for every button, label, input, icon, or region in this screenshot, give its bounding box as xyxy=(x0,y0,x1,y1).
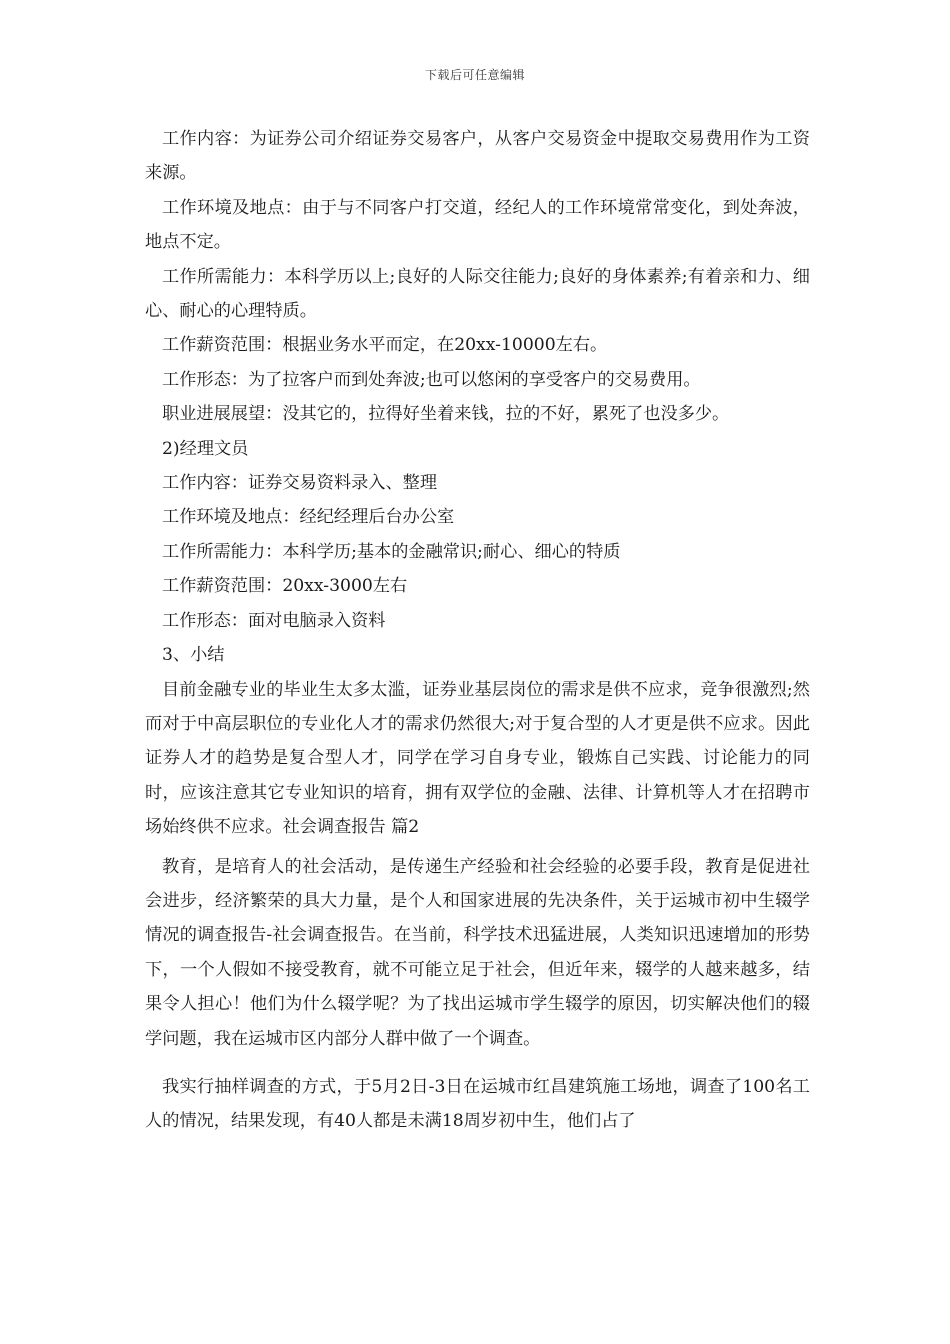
section-heading-summary: 3、小结 xyxy=(162,645,225,666)
paragraph-clerk-salary: 工作薪资范围：20xx-3000左右 xyxy=(162,576,408,597)
paragraph-clerk-work-form: 工作形态：面对电脑录入资料 xyxy=(162,610,386,631)
paragraph-work-environment: 工作环境及地点：由于与不同客户打交道，经纪人的工作环境常常变化，到处奔波，地点不定。 xyxy=(145,197,810,253)
document-body xyxy=(145,122,810,1139)
section-heading-manager-clerk: 2)经理文员 xyxy=(162,438,249,459)
paragraph-salary-range: 工作薪资范围：根据业务水平而定，在20xx-10000左右。 xyxy=(162,335,608,356)
page-header-note: 下载后可任意编辑 xyxy=(424,68,525,82)
paragraph-work-form: 工作形态：为了拉客户而到处奔波;也可以悠闲的享受客户的交易费用。 xyxy=(162,369,701,390)
paragraph-work-content: 工作内容：为证券公司介绍证券交易客户，从客户交易资金中提取交易费用作为工资来源。 xyxy=(145,129,810,184)
paragraph-survey-method: 我实行抽样调查的方式，于5月2日-3日在运城市红昌建筑施工场地，调查了100名工人的情况，结果发现，有40人都是未满18周岁初中生，他们占了 xyxy=(145,1076,810,1132)
paragraph-clerk-environment: 工作环境及地点：经纪经理后台办公室 xyxy=(162,507,455,528)
paragraph-clerk-work-content: 工作内容：证券交易资料录入、整理 xyxy=(162,473,438,494)
paragraph-clerk-abilities: 工作所需能力：本科学历;基本的金融常识;耐心、细心的特质 xyxy=(162,541,621,562)
paragraph-education: 教育，是培育人的社会活动，是传递生产经验和社会经验的必要手段，教育是促进社会进步，经济繁荣的具大力量，是个人和国家进展的先决条件，关于运城市初中生辍学情况的调查报告-社会调查报告。在当前，科学技术迅猛进展，人类知识迅速增加的形势下，一个人假如不接受教育，就不可能立足于社会，但近年来，辍学的人越来越多，结果令人担心！他们为什么辍学呢？为了找出运城市学生辍学的原因，切实解决他们的辍学问题，我在运城市区内部分人群中做了一个调查。 xyxy=(145,856,810,1049)
paragraph-career-outlook: 职业进展展望：没其它的，拉得好坐着来钱，拉的不好，累死了也没多少。 xyxy=(162,404,730,425)
paragraph-required-abilities: 工作所需能力：本科学历以上;良好的人际交往能力;良好的身体素养;有着亲和力、细心、耐心的心理特质。 xyxy=(145,266,810,322)
paragraph-summary: 目前金融专业的毕业生太多太滥，证券业基层岗位的需求是供不应求，竞争很激烈;然而对于中高层职位的专业化人才的需求仍然很大;对于复合型的人才更是供不应求。因此证券人才的趋势是复合型人才，同学在学习自身专业，锻炼自己实践、讨论能力的同时，应该注意其它专业知识的培育，拥有双学位的金融、法律、计算机等人才在招聘市场始终供不应求。社会调查报告 篇2 xyxy=(145,679,810,838)
